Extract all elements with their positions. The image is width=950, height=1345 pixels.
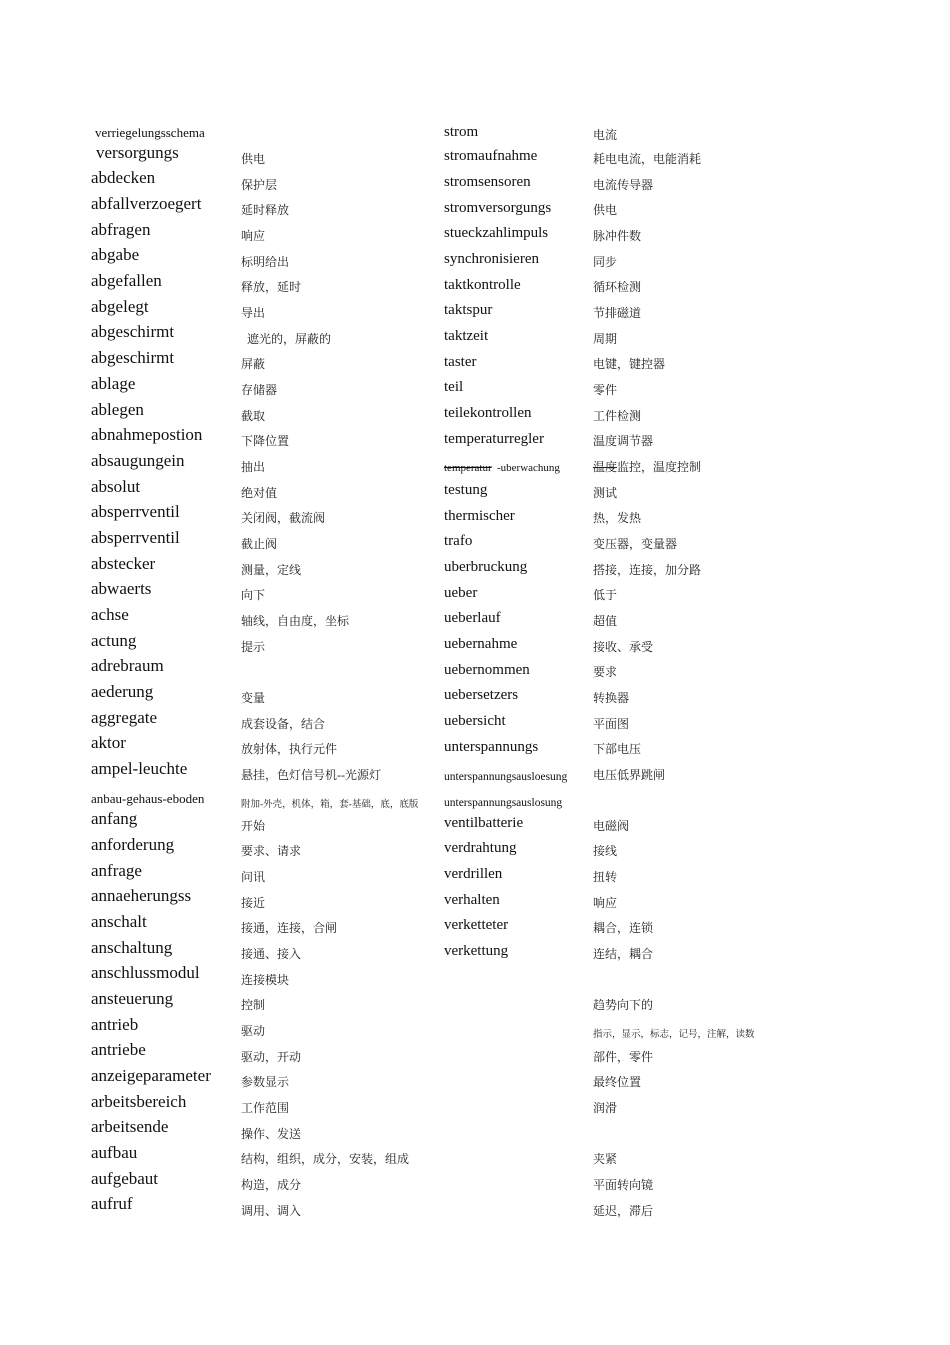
translation: 热，发热 [593, 511, 642, 525]
term: aggregate [91, 708, 158, 727]
translation: 向下 [241, 588, 266, 602]
translation: 结构，组织，成分，安装，组成 [241, 1152, 410, 1166]
translation: 指示，显示，标志，记号，注解，读数 [593, 1030, 755, 1040]
term: absperrventil [91, 528, 180, 547]
translation: 平面转向镜 [593, 1178, 654, 1192]
term: aufgebaut [91, 1169, 159, 1188]
term: stromsensoren [444, 174, 531, 190]
term: annaeherungss [91, 886, 192, 905]
translation: 搭接，连接，加分路 [593, 563, 702, 577]
translation: 接近 [241, 896, 266, 910]
term: taktzeit [444, 328, 489, 344]
term: abfragen [91, 220, 151, 239]
translation: 抽出 [241, 460, 266, 474]
term: anschalt [91, 912, 147, 931]
term: trafo [444, 533, 473, 549]
translation: 电流 [593, 128, 618, 142]
translation: 温度调节器 [593, 434, 654, 448]
term: anbau-gehaus-eboden [91, 791, 205, 806]
term: abgefallen [91, 271, 162, 290]
term: uebernommen [444, 662, 530, 678]
translation: 节排磁道 [593, 306, 642, 320]
translation: 连结，耦合 [593, 947, 654, 961]
translation: 超值 [593, 614, 618, 628]
term: verriegelungsschema [95, 125, 205, 140]
translation: 供电 [593, 203, 618, 217]
translation: 释放，延时 [241, 280, 302, 294]
term: arbeitsbereich [91, 1092, 187, 1111]
term: absaugungein [91, 451, 185, 470]
translation: 延时释放 [241, 203, 290, 217]
term: abgabe [91, 245, 140, 264]
term: abdecken [91, 168, 156, 187]
translation: 循环检测 [593, 280, 642, 294]
translation: 接通，连接，合闸 [241, 921, 338, 935]
term: anfrage [91, 861, 142, 880]
term: aederung [91, 682, 154, 701]
term: ueber [444, 585, 478, 601]
translation: 屏蔽 [241, 357, 266, 371]
translation: 工件检测 [593, 409, 642, 423]
translation: 构造，成分 [241, 1178, 302, 1192]
term-strikethrough: temperatur [444, 462, 492, 474]
term: ventilbatterie [444, 815, 524, 831]
term: stromversorgungs [444, 200, 552, 216]
term: anschaltung [91, 938, 173, 957]
translation: 变量 [241, 691, 266, 705]
translation: 变压器，变量器 [593, 537, 678, 551]
term: uebernahme [444, 636, 518, 652]
term: synchronisieren [444, 251, 539, 267]
term: aktor [91, 733, 126, 752]
term: abstecker [91, 554, 156, 573]
term: taktspur [444, 302, 493, 318]
translation: 关闭阀，截流阀 [241, 511, 326, 525]
term: aufruf [91, 1194, 133, 1213]
translation-strikethrough: 温度 [593, 460, 618, 474]
term: unterspannungs [444, 739, 539, 755]
term: testung [444, 482, 488, 498]
translation: 要求、请求 [241, 844, 302, 858]
translation: 遮光的，屏蔽的 [247, 332, 332, 346]
term: stueckzahlimpuls [444, 225, 549, 241]
translation: 标明给出 [241, 255, 290, 269]
term: stromaufnahme [444, 148, 538, 164]
term: abgeschirmt [91, 348, 175, 367]
translation: 低于 [593, 588, 618, 602]
translation: 驱动，开动 [241, 1050, 302, 1064]
term: teilekontrollen [444, 405, 532, 421]
term: anzeigeparameter [91, 1066, 211, 1085]
term: anforderung [91, 835, 175, 854]
translation: 同步 [593, 255, 618, 269]
translation: 夹紧 [593, 1152, 618, 1166]
term: ansteuerung [91, 989, 174, 1008]
translation: 周期 [593, 332, 618, 346]
translation: 润滑 [593, 1101, 618, 1115]
term: verketteter [444, 917, 509, 933]
term: abnahmepostion [91, 425, 203, 444]
term: anfang [91, 809, 138, 828]
term: taktkontrolle [444, 277, 521, 293]
translation: 部件，零件 [593, 1050, 654, 1064]
term: aufbau [91, 1143, 138, 1162]
translation: 控制 [241, 998, 266, 1012]
term: uebersetzers [444, 687, 519, 703]
translation: 下部电压 [593, 742, 642, 756]
translation: 要求 [593, 665, 618, 679]
translation: 轴线，自由度，坐标 [241, 614, 350, 628]
translation: 调用、调入 [241, 1204, 302, 1218]
term: temperaturregler [444, 431, 544, 447]
translation: 成套设备，结合 [241, 717, 326, 731]
translation: 零件 [593, 383, 618, 397]
term: taster [444, 354, 477, 370]
term: achse [91, 605, 129, 624]
term: verhalten [444, 892, 500, 908]
term: abgelegt [91, 297, 149, 316]
translation: 电键，键控器 [593, 357, 666, 371]
translation: 悬挂，色灯信号机--光源灯 [241, 768, 381, 782]
translation: 导出 [241, 306, 266, 320]
translation: 绝对值 [241, 486, 278, 500]
translation: 监控，温度控制 [617, 460, 702, 474]
translation: 响应 [593, 896, 618, 910]
term: actung [91, 631, 137, 650]
term: antriebe [91, 1040, 146, 1059]
translation: 接通、接入 [241, 947, 302, 961]
term: adrebraum [91, 656, 164, 675]
translation: 趋势向下的 [593, 998, 654, 1012]
term: abwaerts [91, 579, 152, 598]
translation: 操作、发送 [241, 1127, 302, 1141]
translation: 下降位置 [241, 434, 290, 448]
translation: 转换器 [593, 691, 630, 705]
term: verkettung [444, 943, 509, 959]
translation: 附加-外壳，机体，箱，套-基础，底，底版 [241, 800, 419, 810]
term: uberbruckung [444, 559, 528, 575]
translation: 电流传导器 [593, 178, 654, 192]
translation: 平面图 [593, 717, 630, 731]
term: teil [444, 379, 464, 395]
translation: 接收、承受 [593, 640, 654, 654]
translation: 扭转 [593, 870, 618, 884]
translation: 提示 [241, 640, 266, 654]
term: unterspannungsauslosung [444, 797, 563, 809]
translation: 电压低界跳闸 [593, 768, 666, 782]
term: ablage [91, 374, 136, 393]
term: anschlussmodul [91, 963, 200, 982]
term: absolut [91, 477, 141, 496]
term: abgeschirmt [91, 322, 175, 341]
term: ueberlauf [444, 610, 501, 626]
translation: 脉冲件数 [593, 229, 642, 243]
translation: 耦合，连锁 [593, 921, 654, 935]
translation: 最终位置 [593, 1075, 642, 1089]
term: -uberwachung [497, 462, 560, 474]
translation: 存储器 [241, 383, 278, 397]
translation: 开始 [241, 819, 266, 833]
term: verdrahtung [444, 840, 517, 856]
translation: 参数显示 [241, 1075, 290, 1089]
translation: 连接模块 [241, 973, 290, 987]
translation: 接线 [593, 844, 618, 858]
translation: 截止阀 [241, 537, 278, 551]
translation: 响应 [241, 229, 266, 243]
term: uebersicht [444, 713, 506, 729]
translation: 问讯 [241, 870, 266, 884]
term: thermischer [444, 508, 515, 524]
term: versorgungs [96, 143, 179, 162]
translation: 工作范围 [241, 1101, 290, 1115]
term: absperrventil [91, 502, 180, 521]
translation: 测试 [593, 486, 618, 500]
term: abfallverzoegert [91, 194, 202, 213]
translation: 保护层 [241, 178, 278, 192]
translation: 耗电电流，电能消耗 [593, 152, 702, 166]
term: ablegen [91, 400, 144, 419]
translation: 驱动 [241, 1024, 266, 1038]
term: ampel-leuchte [91, 759, 188, 778]
translation: 放射体，执行元件 [241, 742, 338, 756]
term: verdrillen [444, 866, 503, 882]
term: antrieb [91, 1015, 139, 1034]
translation: 测量，定线 [241, 563, 302, 577]
term: arbeitsende [91, 1117, 169, 1136]
translation: 截取 [241, 409, 266, 423]
term: unterspannungsausloesung [444, 771, 568, 783]
translation: 电磁阀 [593, 819, 630, 833]
term: strom [444, 124, 479, 140]
translation: 延迟，滞后 [593, 1204, 654, 1218]
translation: 供电 [241, 152, 266, 166]
